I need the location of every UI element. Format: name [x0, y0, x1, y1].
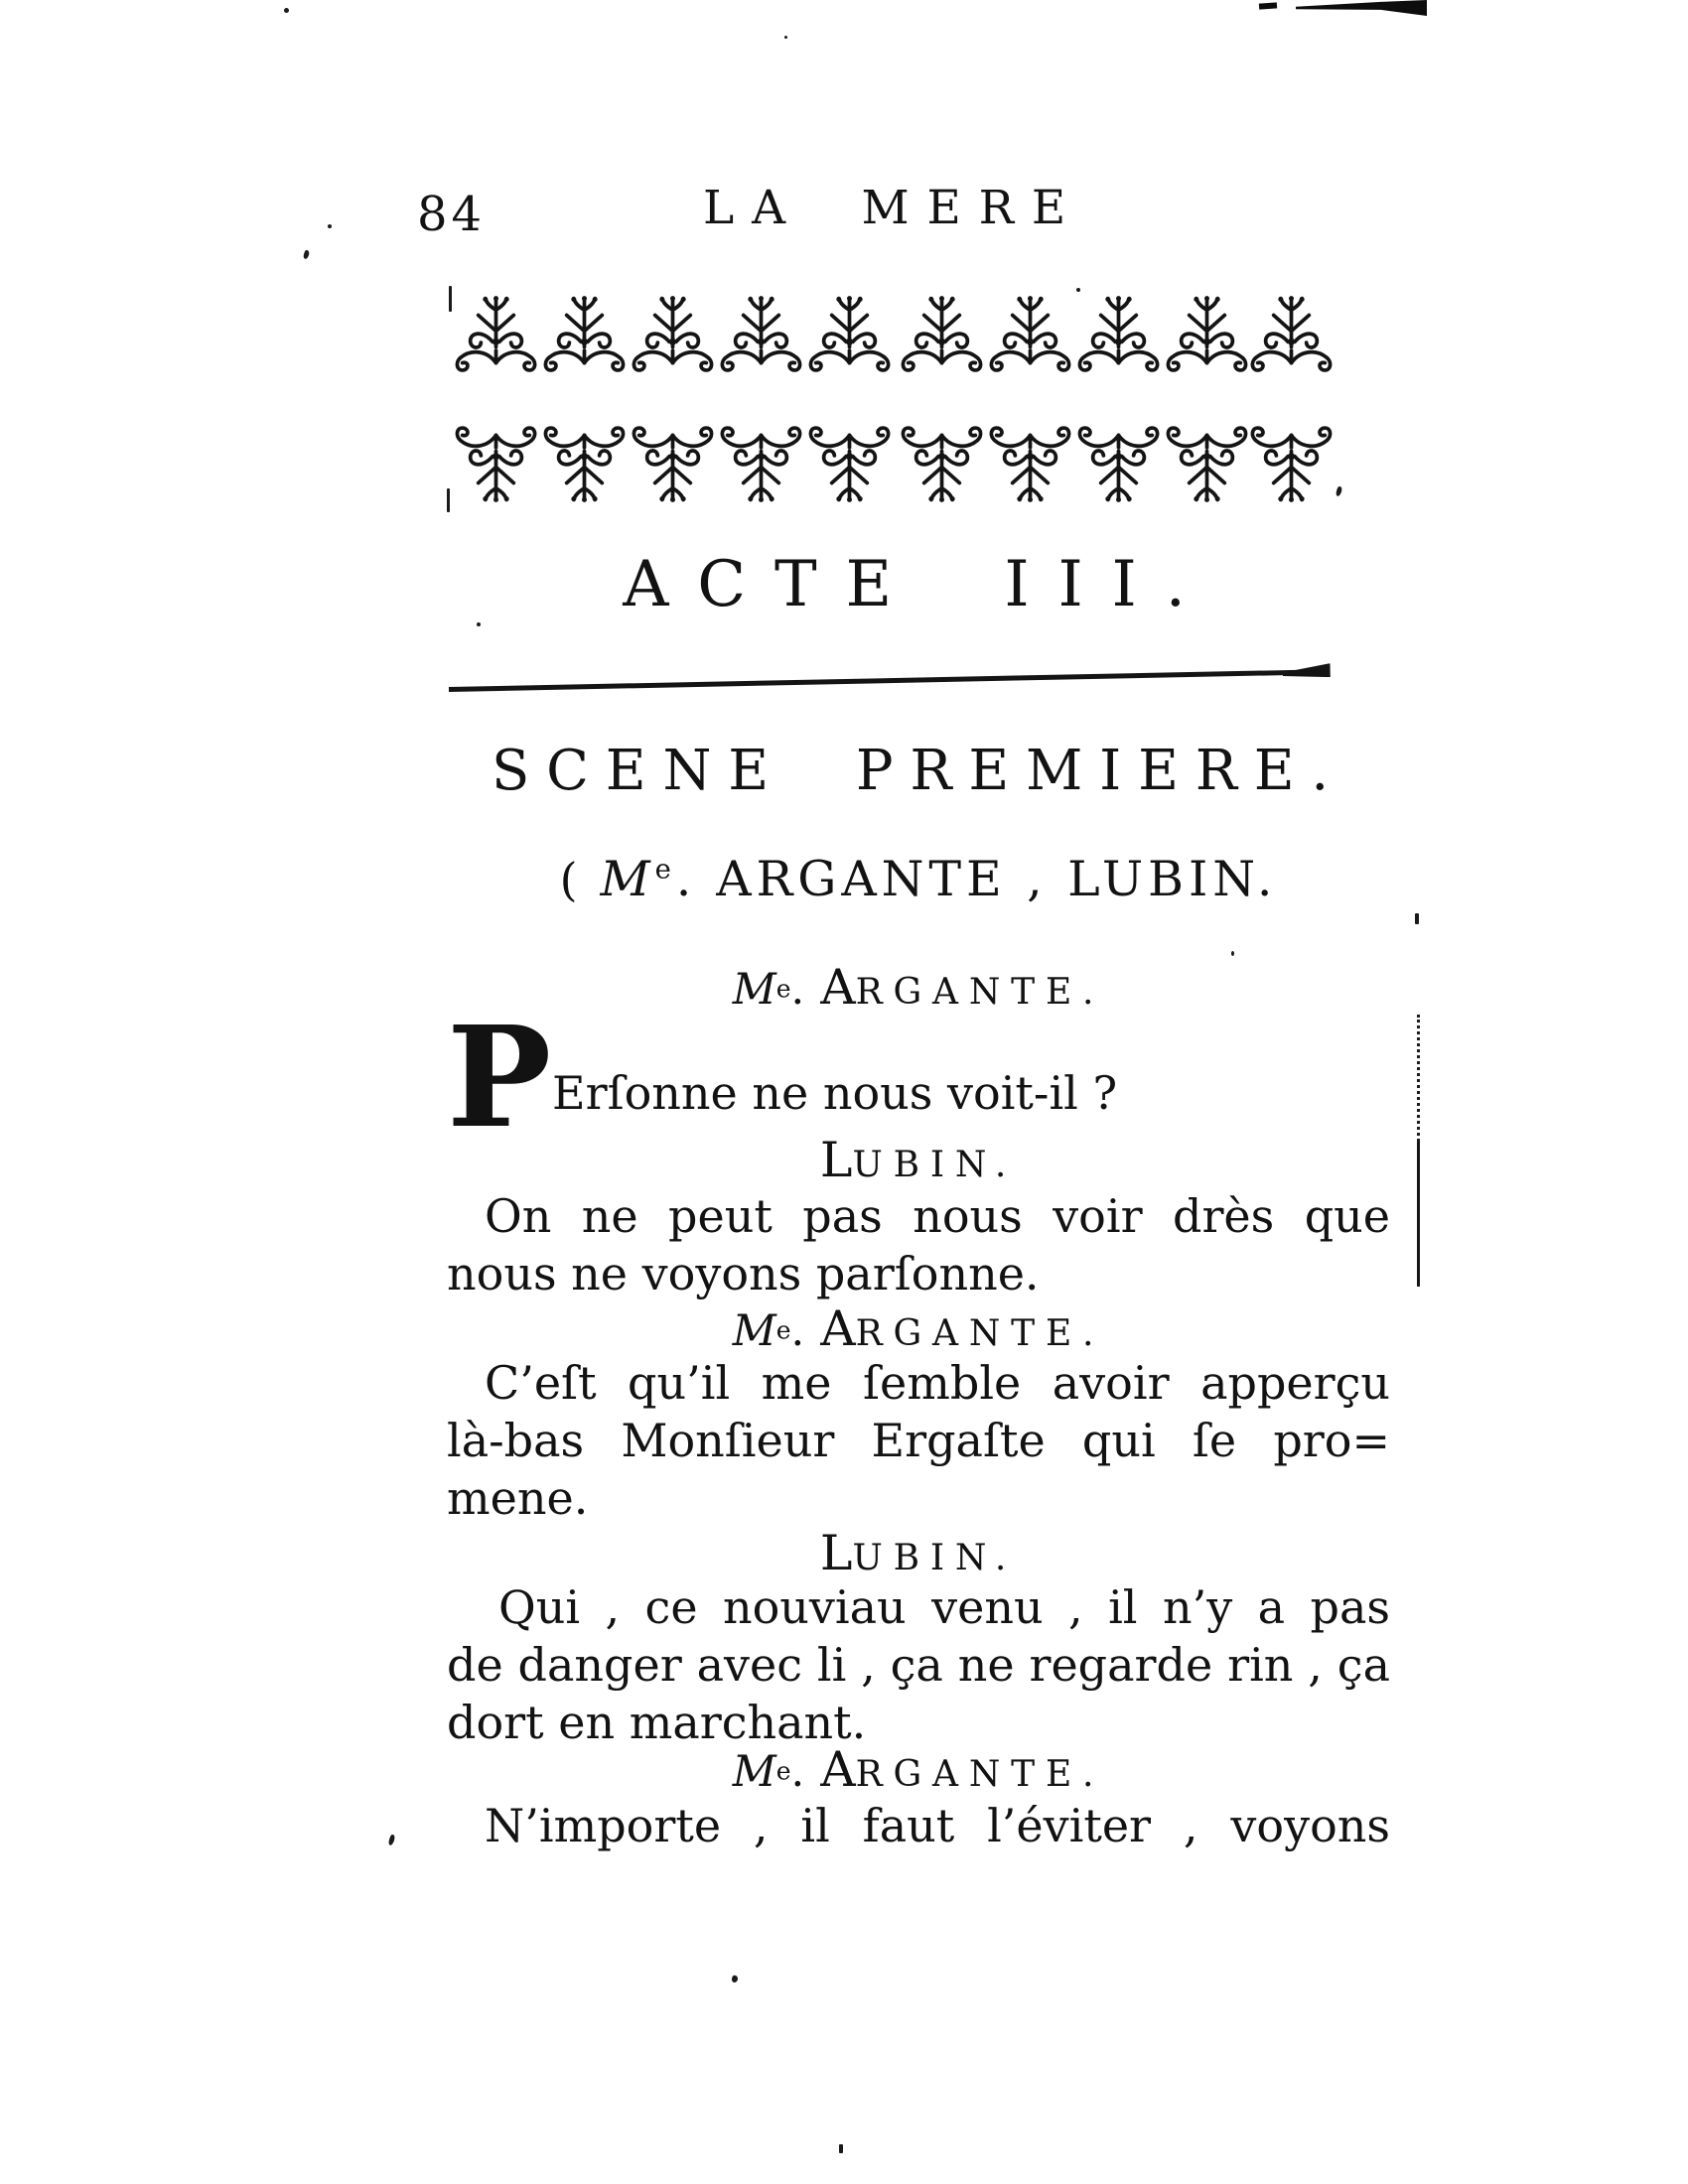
- scene-title: SCENE PREMIERE.: [491, 739, 1346, 803]
- scan-speck: [1415, 913, 1419, 924]
- scan-speck: [1336, 485, 1343, 496]
- scan-speck: [328, 224, 332, 228]
- speaker-initial: A: [820, 1741, 856, 1798]
- dialogue-line: [447, 997, 1390, 1160]
- scan-speck: [303, 249, 311, 259]
- speaker-heading-lubin: [447, 1132, 1390, 1188]
- speaker-initial: A: [820, 959, 856, 1016]
- speaker-name: RGANTE.: [855, 1313, 1105, 1354]
- cast-names: ARGANTE , LUBIN.: [716, 851, 1278, 907]
- speaker-name: UBIN.: [852, 1538, 1018, 1578]
- abbrev-dot: .: [790, 965, 805, 1015]
- section-rule: [449, 669, 1327, 692]
- ink-streak-dash: [1259, 2, 1277, 9]
- dialogue-line: là-bas Monſieur Ergaſte qui ſe pro=: [447, 1414, 1390, 1467]
- abbrev-dot: .: [790, 1306, 805, 1356]
- speaker-name: UBIN.: [852, 1145, 1018, 1185]
- speaker-heading-argante: [447, 1741, 1390, 1798]
- dialogue-line: C’eſt qu’il me ſemble avoir apperçu: [485, 1356, 1390, 1410]
- scan-speck: [449, 286, 452, 312]
- superscript-e: e: [775, 1315, 791, 1345]
- page-number: 84: [417, 187, 487, 242]
- running-title: LA MERE: [703, 181, 1084, 235]
- scan-speck: [1231, 951, 1234, 956]
- scan-speck: [839, 2144, 843, 2153]
- drop-cap: P: [447, 997, 552, 1160]
- dialogue-line: On ne peut pas nous voir drès que: [485, 1189, 1390, 1243]
- speaker-initial: A: [820, 1300, 856, 1357]
- speaker-initial: L: [819, 1132, 853, 1188]
- cast-list: [447, 851, 1390, 907]
- abbrev-dot: .: [790, 1747, 805, 1797]
- dialogue-line: de danger avec li , ça ne regarde rin , ça: [447, 1638, 1390, 1692]
- abbrev-m: M: [732, 1306, 776, 1356]
- scan-speck: [1076, 288, 1080, 292]
- dialogue-line: mene.: [447, 1471, 589, 1525]
- speaker-heading-lubin: [447, 1525, 1390, 1581]
- fold-line: [1417, 1142, 1420, 1287]
- scan-speck: [477, 622, 481, 626]
- fleuron-ornament-band: [452, 294, 1336, 504]
- superscript-e: e: [775, 1756, 791, 1786]
- dialogue-line: Qui , ce nouviau venu , il n’y a pas: [498, 1580, 1390, 1634]
- page-header: [417, 181, 1410, 250]
- scan-speck: [447, 488, 450, 512]
- abbrev-m: M: [732, 1747, 776, 1797]
- scan-speck: [387, 1834, 395, 1845]
- abbrev-dot: .: [675, 851, 697, 907]
- superscript-e: e: [654, 854, 676, 886]
- dialogue-text: Erſonne ne nous voit-il ?: [552, 1066, 1118, 1120]
- dialogue-line: dort en marchant.: [447, 1696, 867, 1749]
- speaker-heading-argante: [447, 959, 1390, 1016]
- superscript-e: e: [775, 974, 791, 1004]
- ink-streak: [1296, 0, 1427, 16]
- dialogue-line: N’importe , il faut l’éviter , voyons: [485, 1799, 1390, 1852]
- act-title: ACTE III.: [623, 548, 1214, 621]
- speaker-heading-argante: [447, 1300, 1390, 1357]
- left-bracket-mark: (: [559, 853, 583, 906]
- speaker-name: RGANTE.: [855, 972, 1105, 1013]
- scan-speck: [284, 8, 289, 13]
- fleuron-row-bottom: [457, 428, 1330, 502]
- fold-line: [1417, 1015, 1420, 1142]
- speaker-initial: L: [819, 1525, 853, 1581]
- abbrev-m: M: [732, 965, 776, 1015]
- dialogue-line: nous ne voyons parſonne.: [447, 1247, 1040, 1300]
- speaker-name: RGANTE.: [855, 1754, 1105, 1795]
- fleuron-row-top: [457, 296, 1330, 370]
- scan-speck: [784, 36, 787, 39]
- abbrev-m: M: [600, 851, 655, 907]
- scan-speck: [731, 1975, 739, 1983]
